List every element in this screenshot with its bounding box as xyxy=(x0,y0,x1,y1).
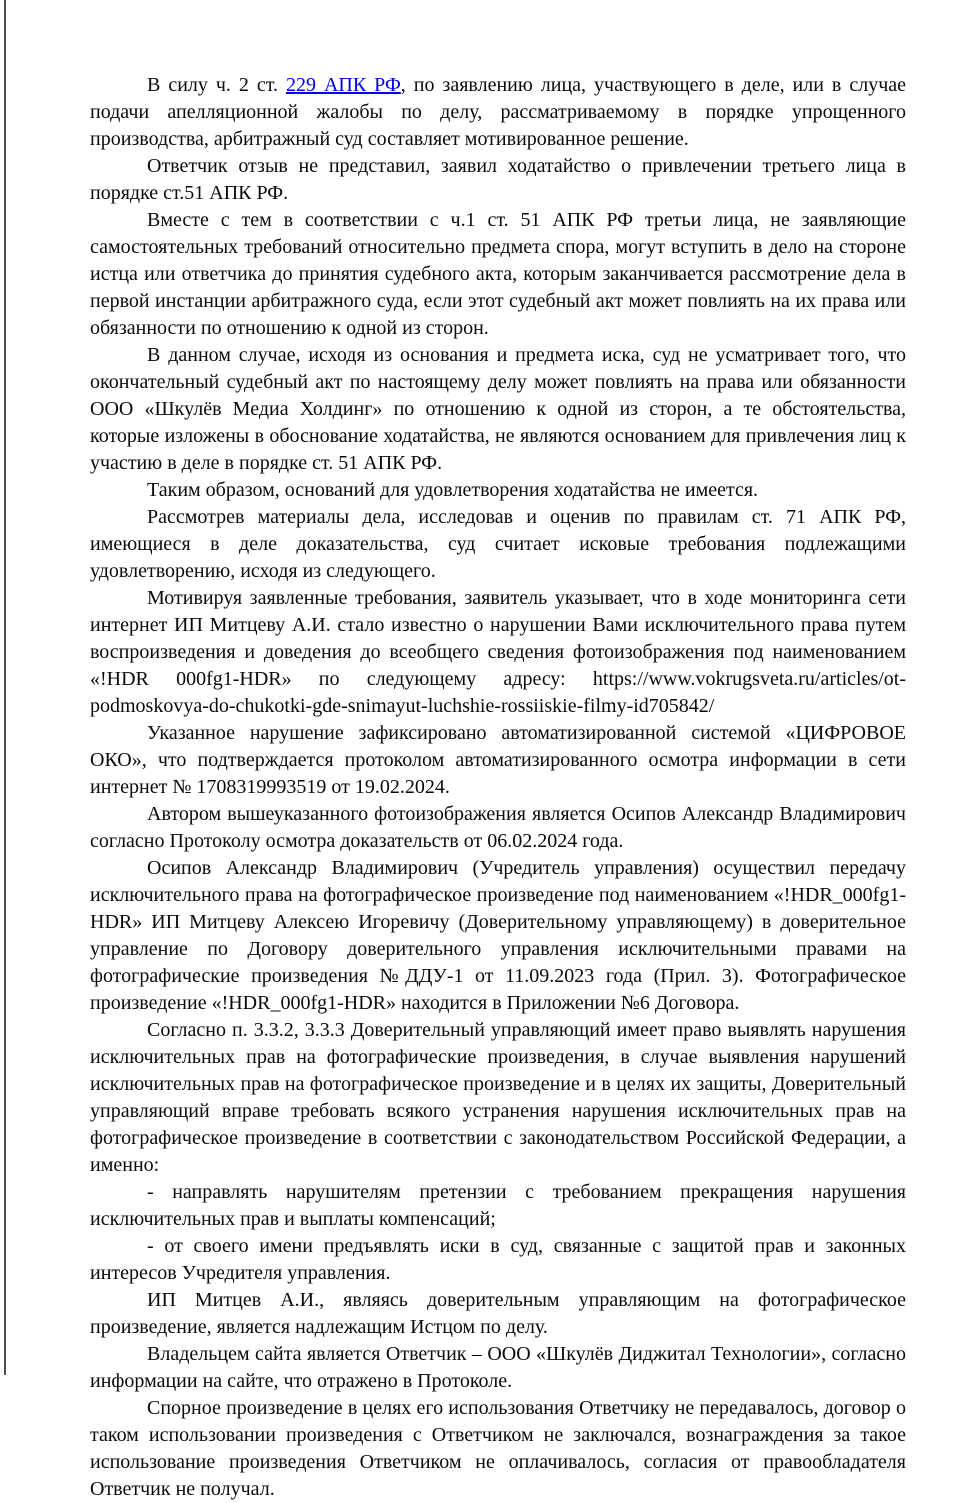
paragraph: Ответчик отзыв не представил, заявил ходатайство о привлечении третьего лица в порядке ст.51 АПК РФ. xyxy=(90,155,906,204)
paragraph: Вместе с тем в соответствии с ч.1 ст. 51 АПК РФ третьи лица, не заявляющие самостоятельных требований относительно предмета спора, могут вступить в дело на стороне истца или ответчика до принятия судебного акта, которым заканчивается рассмотрение дела в первой инстанции арбитражного суда, если этот судебный акт может повлиять на их права или обязанности по отношению к одной из сторон. xyxy=(90,209,906,339)
paragraph-text: , по заявлению лица, участвующего в деле, или в случае подачи апелляционной жалобы по делу, рассматриваемому в порядке упрощенного производства, арбитражный суд составляет мотивированное решение. xyxy=(90,74,907,150)
paragraph: Автором вышеуказанного фотоизображения является Осипов Александр Владимирович согласно Протоколу осмотра доказательств от 06.02.2024 года. xyxy=(90,803,906,852)
paragraph: Таким образом, оснований для удовлетворения ходатайства не имеется. xyxy=(147,479,759,501)
court-decision-text-block xyxy=(90,72,906,1503)
paragraph: Осипов Александр Владимирович (Учредитель управления) осуществил передачу исключительного права на фотографическое произведение под наименованием «!HDR_000fg1-HDR» ИП Митцеву Алексею Игоревичу (Доверительному управляющему) в доверительное управление по Договору доверительного управления исключительными правами на фотографические произведения №ДДУ-1 от 11.09.2023 года (Прил. 3). Фотографическое произведение «!HDR_000fg1-HDR» находится в Приложении №6 Договора. xyxy=(90,857,906,1014)
paragraph: Рассмотрев материалы дела, исследовав и оценив по правилам ст. 71 АПК РФ, имеющиеся в деле доказательства, суд считает исковые требования подлежащими удовлетворению, исходя из следующего. xyxy=(90,506,906,582)
page-edge-scan-line xyxy=(4,0,6,1375)
paragraph: Указанное нарушение зафиксировано автоматизированной системой «ЦИФРОВОЕ ОКО», что подтверждается протоколом автоматизированного осмотра информации в сети интернет № 1708319993519 от 19.02.2024. xyxy=(90,722,906,798)
paragraph-apk-229 xyxy=(90,72,906,153)
paragraph-with-url: Мотивируя заявленные требования, заявитель указывает, что в ходе мониторинга сети интернет ИП Митцеву А.И. стало известно о нарушении Вами исключительного права путем воспроизведения и доведения до всеобщего сведения фотоизображения под наименованием «!HDR 000fg1-HDR» по следующему адресу: https://www.vokrugsveta.ru/articles/ot-podmoskovya-do-chukotki-gde-snimayut-luchshie-rossiiskie-filmy-id705842/ xyxy=(90,587,906,717)
apk-229-link[interactable]: 229 АПК РФ xyxy=(285,74,401,96)
paragraph: В данном случае, исходя из основания и предмета иска, суд не усматривает того, что окончательный судебный акт по настоящему делу может повлиять на права или обязанности ООО «Шкулёв Медиа Холдинг» по отношению к одной из сторон, а те обстоятельства, которые изложены в обоснование ходатайства, не являются основанием для привлечения лиц к участию в деле в порядке ст. 51 АПК РФ. xyxy=(90,344,906,474)
list-item-dash: - от своего имени предъявлять иски в суд, связанные с защитой прав и законных интересов Учредителя управления. xyxy=(90,1235,906,1284)
paragraph: ИП Митцев А.И., являясь доверительным управляющим на фотографическое произведение, является надлежащим Истцом по делу. xyxy=(90,1289,906,1338)
paragraph: Согласно п. 3.3.2, 3.3.3 Доверительный управляющий имеет право выявлять нарушения исключительных прав на фотографические произведения, в случае выявления нарушений исключительных прав на фотографическое произведение и в целях их защиты, Доверительный управляющий вправе требовать всякого устранения нарушения исключительных прав на фотографическое произведение в соответствии с законодательством Российской Федерации, а именно: xyxy=(90,1019,906,1176)
list-item-dash: - направлять нарушителям претензии с требованием прекращения нарушения исключительных прав и выплаты компенсаций; xyxy=(90,1181,906,1230)
paragraph-text: В силу ч. 2 ст. xyxy=(147,74,286,96)
paragraph: Владельцем сайта является Ответчик – ООО «Шкулёв Диджитал Технологии», согласно информации на сайте, что отражено в Протоколе. xyxy=(90,1343,906,1392)
paragraph: Спорное произведение в целях его использования Ответчику не передавалось, договор о таком использовании произведения с Ответчиком не заключался, вознаграждения за такое использование произведения Ответчиком не оплачивалось, согласия от правообладателя Ответчик не получал. xyxy=(90,1397,906,1500)
